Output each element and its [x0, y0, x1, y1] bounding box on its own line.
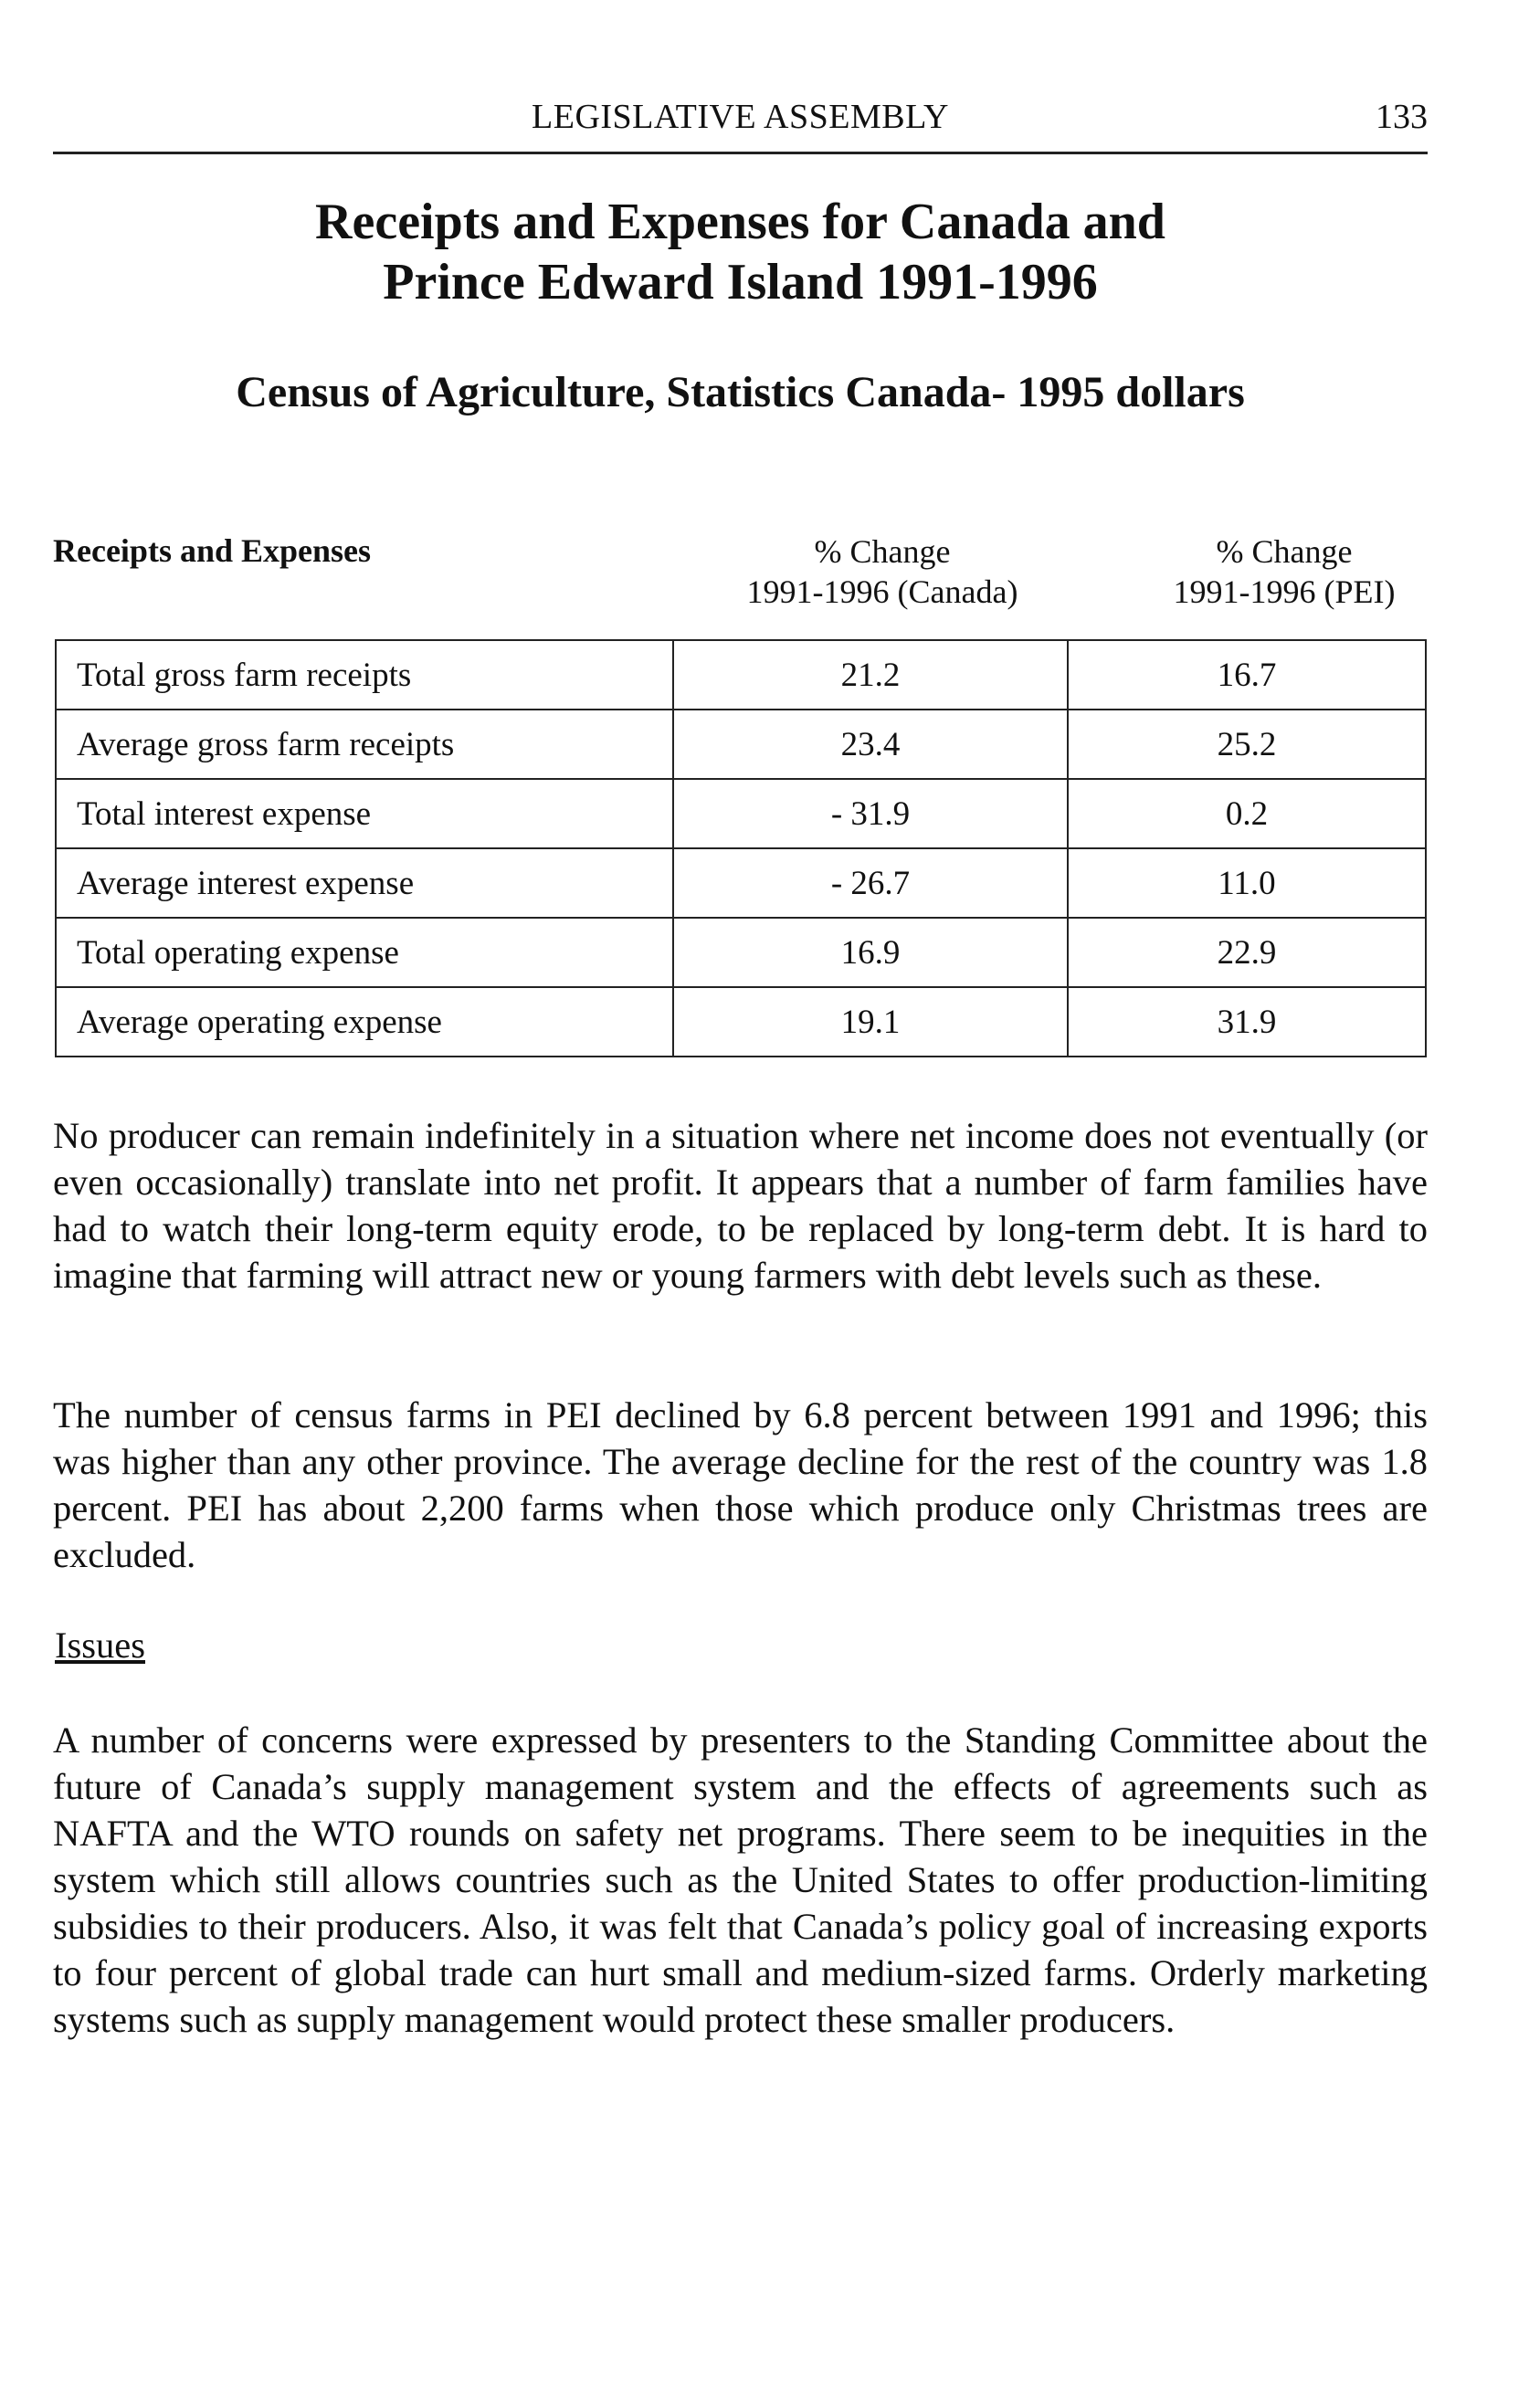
row-label: Average gross farm receipts [56, 710, 673, 779]
row-label: Total interest expense [56, 779, 673, 848]
canada-value: 23.4 [673, 710, 1068, 779]
running-header [53, 91, 1428, 154]
canada-value: - 31.9 [673, 779, 1068, 848]
issues-heading: Issues [55, 1625, 145, 1666]
row-label: Average interest expense [56, 848, 673, 918]
page-title-line-2: Prince Edward Island 1991-1996 [383, 254, 1098, 310]
table-header-pei [1083, 531, 1485, 612]
table-header [53, 531, 1428, 623]
table-row [56, 987, 1426, 1057]
table-row [56, 918, 1426, 987]
table-row [56, 640, 1426, 710]
table-header-label: Receipts and Expenses [53, 532, 372, 569]
paragraph-census-farms: The number of census farms in PEI declined by 6.8 percent between 1991 and 1996; this was higher than any other province. The average decline for the rest of the country was 1.8 percent. PEI has about 2,200 farms when those which produce only Christmas trees are excluded. [53, 1394, 1428, 1575]
pei-value: 0.2 [1068, 779, 1426, 848]
row-label: Average operating expense [56, 987, 673, 1057]
canada-value: - 26.7 [673, 848, 1068, 918]
paragraph-net-income: No producer can remain indefinitely in a situation where net income does not eventually (or even occasionally) translate into net profit. It appears that a number of farm families have had to watch their long-term equity erode, to be replaced by long-term debt. It is hard to imagine that farming will attract new or young farmers with debt levels such as these. [53, 1115, 1428, 1296]
header-title: LEGISLATIVE ASSEMBLY [532, 98, 949, 136]
pei-value: 11.0 [1068, 848, 1426, 918]
page-number: 133 [1376, 98, 1428, 136]
canada-value: 16.9 [673, 918, 1068, 987]
paragraph-concerns: A number of concerns were expressed by presenters to the Standing Committee about the future of Canada’s supply management system and the effects of agreements such as NAFTA and the WTO rounds on safety net programs. There seem to be inequities in the system which still allows countries such as the United States to offer production-limiting subsidies to their producers. Also, it was felt that Canada’s policy goal of increasing exports to four percent of global trade can hurt small and medium-sized farms. Orderly marketing systems such as supply management would protect these smaller producers. [53, 1719, 1428, 2040]
table-header-pei-line-2: 1991-1996 (PEI) [1173, 573, 1396, 610]
canada-value: 21.2 [673, 640, 1068, 710]
row-label: Total operating expense [56, 918, 673, 987]
table-row [56, 848, 1426, 918]
page-subtitle: Census of Agriculture, Statistics Canada- 1995 dollars [236, 368, 1245, 416]
canada-value: 19.1 [673, 987, 1068, 1057]
table-header-canada-line-1: % Change [814, 533, 951, 570]
table-header-pei-line-1: % Change [1216, 533, 1353, 570]
page-title-line-1: Receipts and Expenses for Canada and [315, 194, 1165, 250]
pei-value: 22.9 [1068, 918, 1426, 987]
pei-value: 25.2 [1068, 710, 1426, 779]
table-header-canada-line-2: 1991-1996 (Canada) [746, 573, 1018, 610]
table-row [56, 710, 1426, 779]
pei-value: 16.7 [1068, 640, 1426, 710]
receipts-expenses-table [55, 639, 1427, 1057]
pei-value: 31.9 [1068, 987, 1426, 1057]
page-title [53, 192, 1428, 312]
row-label: Total gross farm receipts [56, 640, 673, 710]
table-row [56, 779, 1426, 848]
table-header-canada [681, 531, 1083, 612]
